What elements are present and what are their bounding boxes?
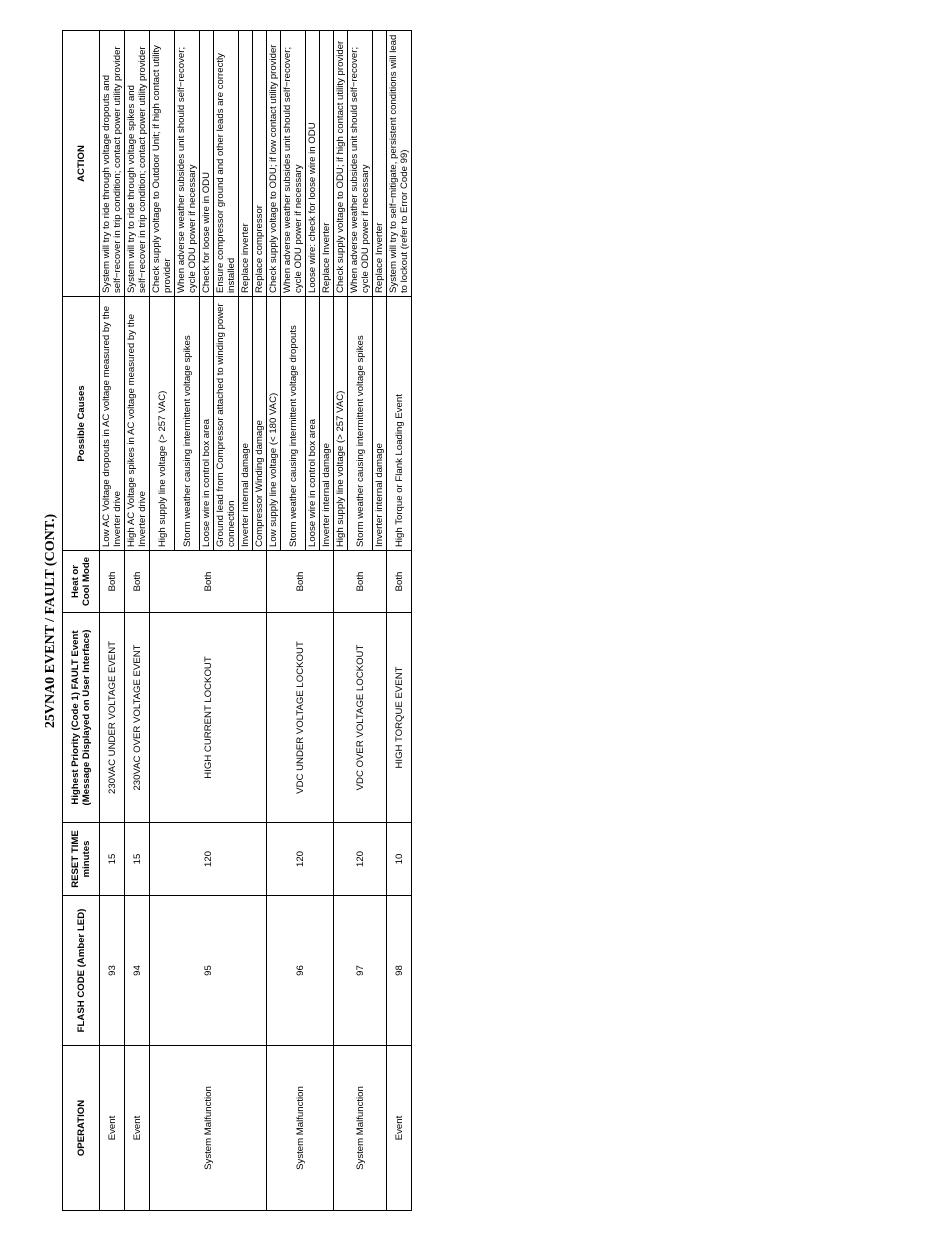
cell-possible-cause: Storm weather causing intermittent voltage dropouts [281,297,306,551]
cell-flash-code: 96 [267,896,334,1046]
cell-possible-cause: Loose wire in control box area [306,297,320,551]
header-flash-code: FLASH CODE (Amber LED) [63,896,100,1046]
cell-fault-message: 230VAC UNDER VOLTAGE EVENT [100,613,125,823]
cell-fault-message: HIGH TORQUE EVENT [387,613,412,823]
cell-flash-code: 95 [150,896,267,1046]
cell-mode: Both [334,551,387,613]
cell-operation: System Malfunction [150,1046,267,1211]
header-mode: Heat or Cool Mode [63,551,100,613]
cell-possible-cause: High supply line voltage (> 257 VAC) [334,297,348,551]
header-message: Highest Priority (Code 1) FAULT Event (Message Displayed on User Interface) [63,613,100,823]
cell-possible-cause: Low supply line voltage (< 180 VAC) [267,297,281,551]
cell-operation: System Malfunction [267,1046,334,1211]
cell-flash-code: 94 [125,896,150,1046]
cell-reset-time: 120 [150,823,267,896]
event-fault-table [62,30,412,1211]
cell-possible-cause: High AC Voltage spikes in AC voltage measured by the Inverter drive [125,297,150,551]
cell-flash-code: 93 [100,896,125,1046]
cell-reset-time: 120 [267,823,334,896]
cell-fault-message: 230VAC OVER VOLTAGE EVENT [125,613,150,823]
table-body [100,31,412,1211]
header-possible-causes: Possible Causes [63,297,100,551]
rotated-page [40,21,560,1221]
cell-action: Check supply voltage to Outdoor Unit; if high contact utility provider [150,31,175,297]
cell-action: Check supply voltage to ODU; if low contact utility provider [267,31,281,297]
cell-action: Loose wire: check for loose wire in ODU [306,31,320,297]
cell-action: Check for loose wire in ODU [200,31,214,297]
table-row [150,31,175,1211]
cell-action: Check supply voltage to ODU; if high contact utility provider [334,31,348,297]
cell-mode: Both [150,551,267,613]
cell-mode: Both [267,551,334,613]
cell-possible-cause: High Torque or Flank Loading Event [387,297,412,551]
cell-fault-message: VDC OVER VOLTAGE LOCKOUT [334,613,387,823]
cell-possible-cause: Inverter internal damage [320,297,334,551]
cell-possible-cause: Storm weather causing intermittent voltage spikes [175,297,200,551]
cell-reset-time: 15 [100,823,125,896]
cell-operation: Event [387,1046,412,1211]
cell-possible-cause: Loose wire in control box area [200,297,214,551]
cell-mode: Both [125,551,150,613]
table-title: 25VNA0 EVENT / FAULT (CONT.) [43,513,58,729]
cell-possible-cause: Ground lead from Compressor attached to winding power connection [214,297,239,551]
table-row [125,31,150,1211]
cell-action: System will try to ride through voltage spikes and self−recover in trip condition; contact power utility provider [125,31,150,297]
cell-flash-code: 98 [387,896,412,1046]
cell-action: System will try to self−mitigate, persistent conditions will lead to lockout (refer to Error Code 99) [387,31,412,297]
table-row [100,31,125,1211]
cell-action: Ensure compressor ground and other leads are correctly installed [214,31,239,297]
cell-possible-cause: High supply line voltage (> 257 VAC) [150,297,175,551]
cell-possible-cause: Inverter internal damage [373,297,387,551]
cell-reset-time: 120 [334,823,387,896]
cell-possible-cause: Inverter internal damage [239,297,253,551]
header-operation: OPERATION [63,1046,100,1211]
cell-operation: Event [100,1046,125,1211]
cell-action: Replace Inverter [320,31,334,297]
cell-possible-cause: Storm weather causing intermittent voltage spikes [348,297,373,551]
header-action: ACTION [63,31,100,297]
table-row [387,31,412,1211]
cell-action: Replace inverter [239,31,253,297]
cell-action: When adverse weather subsides unit should self−recover; cycle ODU power if necessary [348,31,373,297]
cell-reset-time: 15 [125,823,150,896]
cell-possible-cause: Compressor Winding damage [253,297,267,551]
cell-possible-cause: Low AC Voltage dropouts in AC voltage measured by the Inverter drive [100,297,125,551]
cell-mode: Both [100,551,125,613]
cell-operation: System Malfunction [334,1046,387,1211]
cell-fault-message: HIGH CURRENT LOCKOUT [150,613,267,823]
cell-action: When adverse weather subsides unit should self−recover; cycle ODU power if necessary [281,31,306,297]
table-row [267,31,281,1211]
cell-mode: Both [387,551,412,613]
cell-action: When adverse weather subsides unit should self−recover; cycle ODU power if necessary [175,31,200,297]
cell-action: Replace Inverter [373,31,387,297]
header-row [63,31,100,1211]
header-reset-time: RESET TIME minutes [63,823,100,896]
cell-action: Replace compressor [253,31,267,297]
cell-action: System will try to ride through voltage dropouts and self−recover in trip condition; contact power utility provider [100,31,125,297]
cell-fault-message: VDC UNDER VOLTAGE LOCKOUT [267,613,334,823]
cell-operation: Event [125,1046,150,1211]
table-row [334,31,348,1211]
cell-reset-time: 10 [387,823,412,896]
cell-flash-code: 97 [334,896,387,1046]
